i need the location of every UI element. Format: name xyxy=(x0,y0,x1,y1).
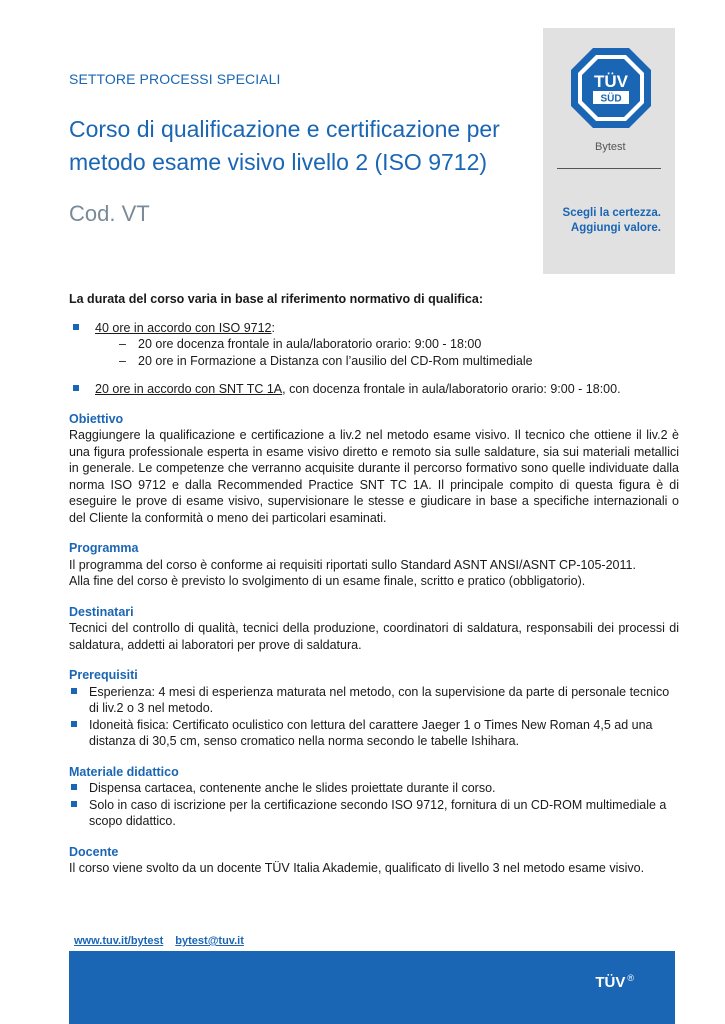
duration-option-snt-suffix: , con docenza frontale in aula/laboratorio orario: 9:00 - 18:00. xyxy=(282,382,621,396)
brand-divider xyxy=(557,168,661,169)
duration-option-iso-link[interactable]: 40 ore in accordo con ISO 9712 xyxy=(95,320,272,335)
bullet-square-icon xyxy=(71,784,77,790)
duration-detail xyxy=(119,353,679,370)
duration-detail xyxy=(119,336,679,353)
teacher-text: Il corso viene svolto da un docente TÜV Italia Akademie, qualificato di livello 3 nel metodo esame visivo. xyxy=(69,861,645,875)
duration-option-iso xyxy=(69,320,679,370)
registered-mark: ® xyxy=(627,973,634,983)
footer-logo-text: TÜV xyxy=(595,974,626,991)
bullet-square-icon xyxy=(73,324,79,330)
slogan xyxy=(543,206,661,236)
prerequisites-list xyxy=(69,684,679,750)
list-item xyxy=(69,684,679,717)
tuv-sud-logo xyxy=(569,46,653,130)
audience-heading: Destinatari xyxy=(69,604,134,619)
material-text: Dispensa cartacea, contenente anche le slides proiettate durante il corso. xyxy=(89,781,496,795)
logo-subtext: SÜD xyxy=(600,93,622,105)
email-link[interactable]: bytest@tuv.it xyxy=(175,935,244,947)
dash-icon: – xyxy=(119,337,126,351)
materials-list xyxy=(69,780,679,830)
dash-icon: – xyxy=(119,353,126,368)
program-heading: Programma xyxy=(69,541,139,555)
prerequisite-text: Idoneità fisica: Certificato oculistico con lettura del carattere Jaeger 1 o Times New Roman 4,5 ad una distanza di 30,5 cm, senso cromatico nella norma secondo le tabelle Ishihara. xyxy=(89,717,653,748)
objective-heading: Obiettivo xyxy=(69,411,124,426)
materials-heading: Materiale didattico xyxy=(69,764,179,779)
slogan-line-1: Scegli la certezza. xyxy=(562,207,661,219)
duration-lead: La durata del corso varia in base al riferimento normativo di qualifica: xyxy=(69,292,484,306)
logo-text: TÜV xyxy=(594,72,628,91)
website-link[interactable]: www.tuv.it/bytest xyxy=(74,935,164,947)
sector-label: SETTORE PROCESSI SPECIALI xyxy=(69,71,281,87)
footer-links xyxy=(74,935,253,947)
brand-name: Bytest xyxy=(595,141,626,153)
duration-detail-text: 20 ore in Formazione a Distanza con l’ausilio del CD-Rom multimediale xyxy=(138,353,533,368)
material-text: Solo in caso di iscrizione per la certificazione secondo ISO 9712, fornitura di un CD-ROM multimediale a scopo didattico. xyxy=(89,797,667,828)
slogan-line-2: Aggiungi valore. xyxy=(570,222,661,234)
list-item xyxy=(69,797,679,830)
program-line-1: Il programma del corso è conforme ai requisiti riportati sullo Standard ASNT ANSI/ASNT CP-105-2011. xyxy=(69,557,636,572)
program-line-2: Alla fine del corso è previsto lo svolgimento di un esame finale, scritto e pratico (obbligatorio). xyxy=(69,574,586,588)
duration-option-iso-suffix: : xyxy=(271,320,275,335)
page-title: Corso di qualificazione e certificazione per metodo esame visivo livello 2 (ISO 9712) xyxy=(69,116,500,175)
objective-text: Raggiungere la qualificazione e certificazione a liv.2 nel metodo esame visivo. Il tecnico che ottiene il liv.2 è una figura professionale esperta in esame visivo diretto e remoto sia sulle saldature, sia sui materiali metallici in generale. Le competenze che verranno acquisite durante il percorso formativo sono quelle individuate dalla norma ISO 9712 e dalla Recommended Practice SNT TC 1A. Il principale compito di questa figura è di eseguire le prove di esame visivo, supervisionare le stesse e giudicare in base a specifiche internazionali o del Cliente la conformità o meno dei particolari esaminati. xyxy=(69,428,679,525)
duration-iso-details xyxy=(95,336,679,369)
course-code: Cod. VT xyxy=(69,201,150,226)
bullet-square-icon xyxy=(71,721,77,727)
duration-options xyxy=(69,320,679,398)
bullet-square-icon xyxy=(73,385,79,391)
bullet-square-icon xyxy=(71,688,77,694)
duration-detail-text: 20 ore docenza frontale in aula/laboratorio orario: 9:00 - 18:00 xyxy=(138,337,482,351)
list-item xyxy=(69,780,679,797)
duration-option-snt-link[interactable]: 20 ore in accordo con SNT TC 1A xyxy=(95,382,283,396)
duration-option-snt xyxy=(69,381,679,398)
footer-bar xyxy=(69,951,675,1024)
prerequisites-heading: Prerequisiti xyxy=(69,668,138,682)
list-item xyxy=(69,717,679,750)
brand-panel xyxy=(543,28,675,274)
course-content xyxy=(69,291,679,877)
footer-logo xyxy=(595,973,634,991)
teacher-heading: Docente xyxy=(69,844,119,859)
audience-text: Tecnici del controllo di qualità, tecnici della produzione, coordinatori di saldatura, responsabili dei processi di saldatura, addetti ai laboratori per prove di saldatura. xyxy=(69,621,679,652)
bullet-square-icon xyxy=(71,801,77,807)
prerequisite-text: Esperienza: 4 mesi di esperienza maturata nel metodo, con la supervisione da parte di personale tecnico di liv.2 o 3 nel metodo. xyxy=(89,684,670,715)
